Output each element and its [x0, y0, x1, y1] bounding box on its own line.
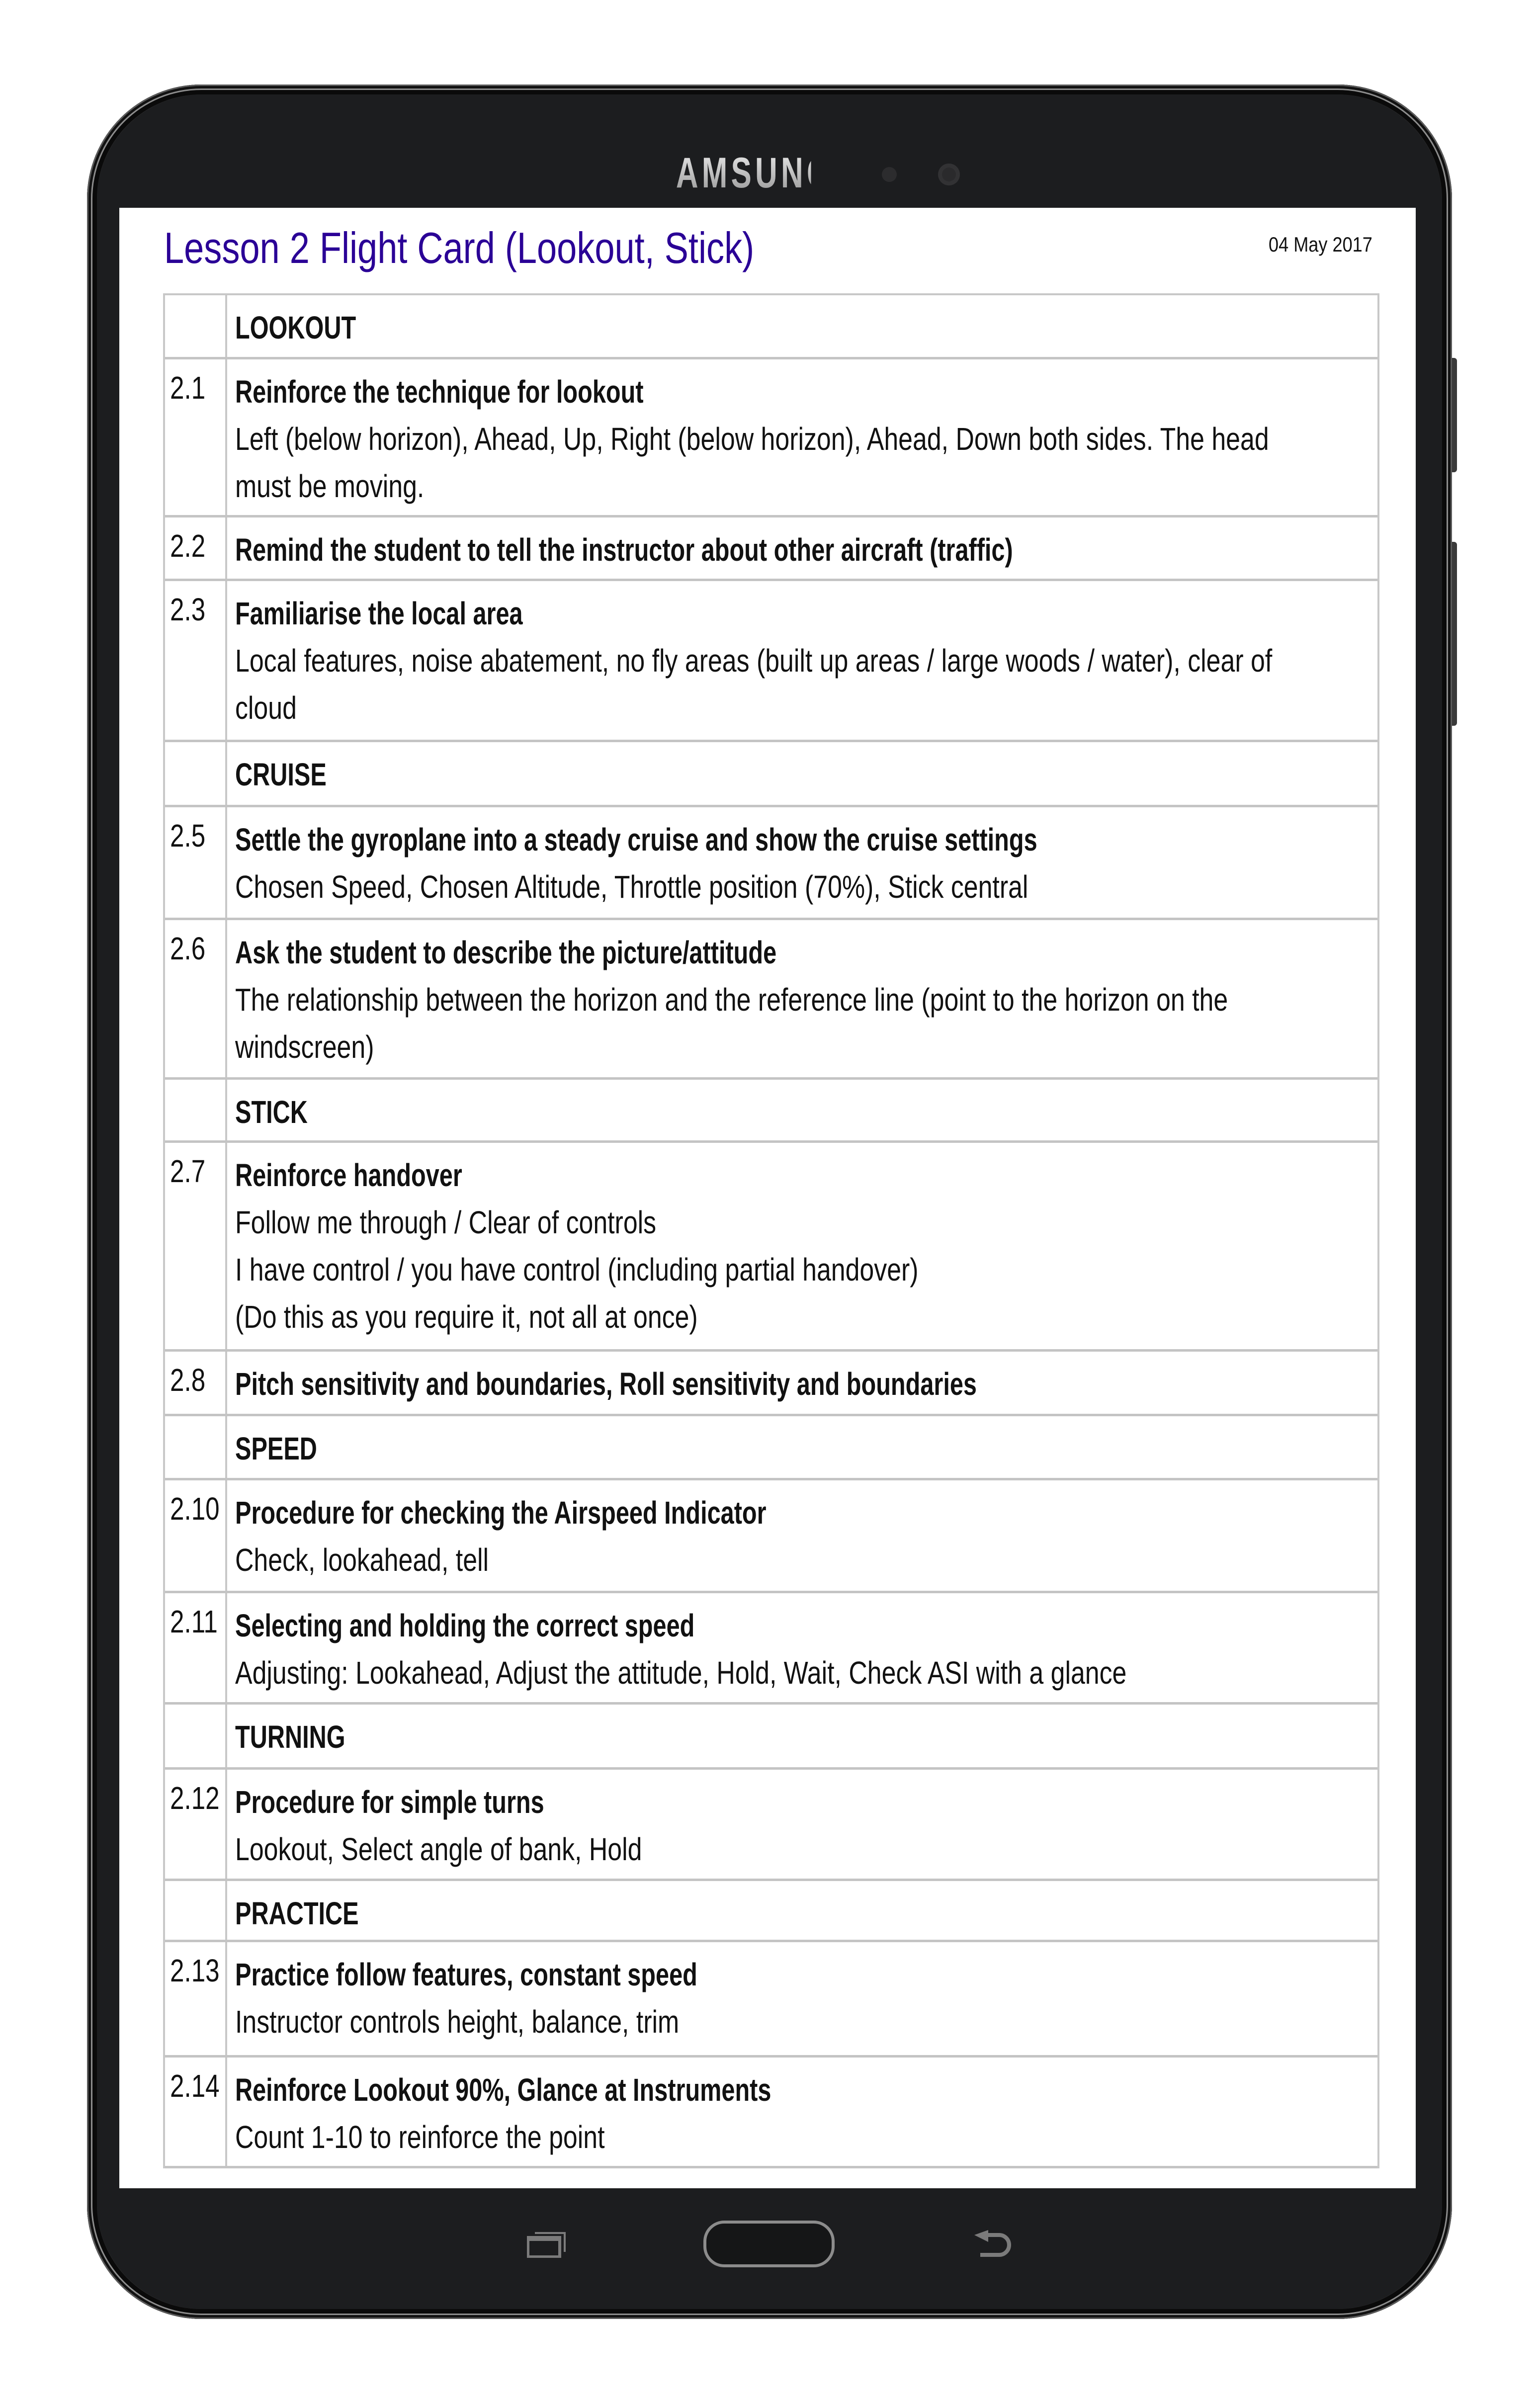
samsung-logo: SAMSUNG [652, 149, 835, 197]
row-content-cell [227, 1770, 1377, 1879]
row-number-cell [165, 1942, 227, 2055]
recent-apps-icon[interactable] [527, 2231, 567, 2258]
section-header-row [165, 1080, 1377, 1143]
item-detail: Follow me through / Clear of controls [235, 1204, 657, 1240]
row-number-cell [165, 1881, 227, 1940]
table-row [165, 807, 1377, 920]
item-detail: Local features, noise abatement, no fly areas (built up areas / large woods / water), clear of [235, 643, 1273, 679]
row-number-cell [165, 1080, 227, 1140]
table-row [165, 1480, 1377, 1593]
row-number-cell [165, 1593, 227, 1702]
row-number: 2.12 [170, 1780, 220, 1816]
section-heading: TURNING [235, 1719, 345, 1755]
table-row [165, 920, 1377, 1080]
table-row [165, 1352, 1377, 1416]
row-number-cell [165, 1480, 227, 1591]
table-row [165, 1942, 1377, 2058]
row-content-cell [227, 1593, 1377, 1702]
row-number-cell [165, 581, 227, 740]
item-detail: Check, lookahead, tell [235, 1542, 489, 1578]
item-detail: Left (below horizon), Ahead, Up, Right (below horizon), Ahead, Down both sides. The head [235, 421, 1269, 457]
row-number-cell [165, 1770, 227, 1879]
item-detail: cloud [235, 690, 297, 726]
section-header-row [165, 1416, 1377, 1480]
light-sensor-icon [882, 167, 897, 182]
item-detail: I have control / you have control (including partial handover) [235, 1252, 919, 1288]
row-content-cell [227, 1352, 1377, 1414]
item-heading: Ask the student to describe the picture/attitude [235, 935, 777, 970]
section-heading: LOOKOUT [235, 310, 356, 345]
tablet-screen [119, 208, 1416, 2188]
row-content-cell [227, 1942, 1377, 2055]
section-heading: PRACTICE [235, 1895, 359, 1931]
section-header-row [165, 1705, 1377, 1770]
document-date: 04 May 2017 [1269, 233, 1372, 256]
row-number: 2.11 [170, 1604, 218, 1639]
item-detail: Instructor controls height, balance, trim [235, 2004, 680, 2040]
item-detail: must be moving. [235, 468, 425, 504]
row-number: 2.5 [170, 818, 206, 854]
row-number-cell [165, 807, 227, 918]
section-header-row [165, 295, 1377, 359]
item-detail: Adjusting: Lookahead, Adjust the attitude, Hold, Wait, Check ASI with a glance [235, 1655, 1127, 1691]
row-content-cell [227, 1480, 1377, 1591]
table-row [165, 1593, 1377, 1705]
row-number-cell [165, 1416, 227, 1478]
item-heading: Selecting and holding the correct speed [235, 1608, 695, 1643]
row-number-cell [165, 920, 227, 1077]
row-number: 2.8 [170, 1362, 206, 1398]
item-detail: Lookout, Select angle of bank, Hold [235, 1831, 642, 1867]
row-number-cell [165, 359, 227, 515]
table-row [165, 1770, 1377, 1881]
item-heading: Remind the student to tell the instructor about other aircraft (traffic) [235, 532, 1013, 568]
item-detail: Chosen Speed, Chosen Altitude, Throttle position (70%), Stick central [235, 869, 1028, 905]
item-heading: Familiarise the local area [235, 596, 523, 631]
row-number-cell [165, 295, 227, 357]
section-heading: STICK [235, 1094, 308, 1130]
section-header-row [165, 1881, 1377, 1942]
section-heading: CRUISE [235, 757, 327, 792]
item-detail: Count 1-10 to reinforce the point [235, 2119, 605, 2155]
row-number-cell [165, 517, 227, 579]
front-camera-icon [938, 164, 960, 185]
item-heading: Reinforce handover [235, 1157, 462, 1193]
row-number: 2.3 [170, 592, 206, 627]
row-content-cell [227, 517, 1377, 579]
back-arrow-icon[interactable] [973, 2230, 1012, 2258]
row-content-cell [227, 807, 1377, 918]
page-title: Lesson 2 Flight Card (Lookout, Stick) [164, 223, 755, 272]
row-number: 2.2 [170, 528, 206, 564]
row-number: 2.7 [170, 1153, 206, 1189]
row-content-cell [227, 1143, 1377, 1349]
row-content-cell [227, 742, 1377, 805]
row-content-cell [227, 359, 1511, 515]
row-number-cell [165, 1143, 227, 1349]
flight-card-table [163, 293, 1379, 2168]
item-heading: Settle the gyroplane into a steady cruise and show the cruise settings [235, 822, 1037, 858]
row-number: 2.14 [170, 2068, 220, 2104]
row-content-cell [227, 920, 1461, 1077]
row-content-cell [227, 2058, 1377, 2166]
row-number-cell [165, 1352, 227, 1414]
item-detail: The relationship between the horizon and the reference line (point to the horizon on the [235, 982, 1228, 1018]
row-content-cell [227, 1080, 1377, 1140]
row-number: 2.10 [170, 1491, 220, 1527]
table-row [165, 1143, 1377, 1352]
row-content-cell [227, 1881, 1377, 1940]
row-number-cell [165, 2058, 227, 2166]
section-header-row [165, 742, 1377, 807]
row-number-cell [165, 742, 227, 805]
item-heading: Practice follow features, constant speed [235, 1957, 697, 1992]
table-row [165, 517, 1377, 581]
home-button[interactable] [703, 2221, 835, 2267]
table-row [165, 359, 1377, 517]
row-number: 2.6 [170, 931, 206, 966]
section-heading: SPEED [235, 1431, 317, 1466]
table-row [165, 581, 1377, 742]
row-content-cell [227, 1705, 1377, 1767]
item-heading: Reinforce the technique for lookout [235, 374, 644, 410]
row-content-cell [227, 295, 1377, 357]
item-heading: Procedure for checking the Airspeed Indicator [235, 1495, 767, 1531]
row-content-cell [227, 581, 1516, 740]
row-number: 2.13 [170, 1953, 220, 1988]
item-heading: Procedure for simple turns [235, 1784, 544, 1820]
item-detail: windscreen) [235, 1029, 374, 1065]
row-content-cell [227, 1416, 1377, 1478]
row-number: 2.1 [170, 370, 206, 406]
item-heading: Pitch sensitivity and boundaries, Roll sensitivity and boundaries [235, 1366, 977, 1402]
row-number-cell [165, 1705, 227, 1767]
item-detail: (Do this as you require it, not all at once) [235, 1299, 698, 1335]
table-row [165, 2058, 1377, 2168]
item-heading: Reinforce Lookout 90%, Glance at Instruments [235, 2072, 771, 2108]
